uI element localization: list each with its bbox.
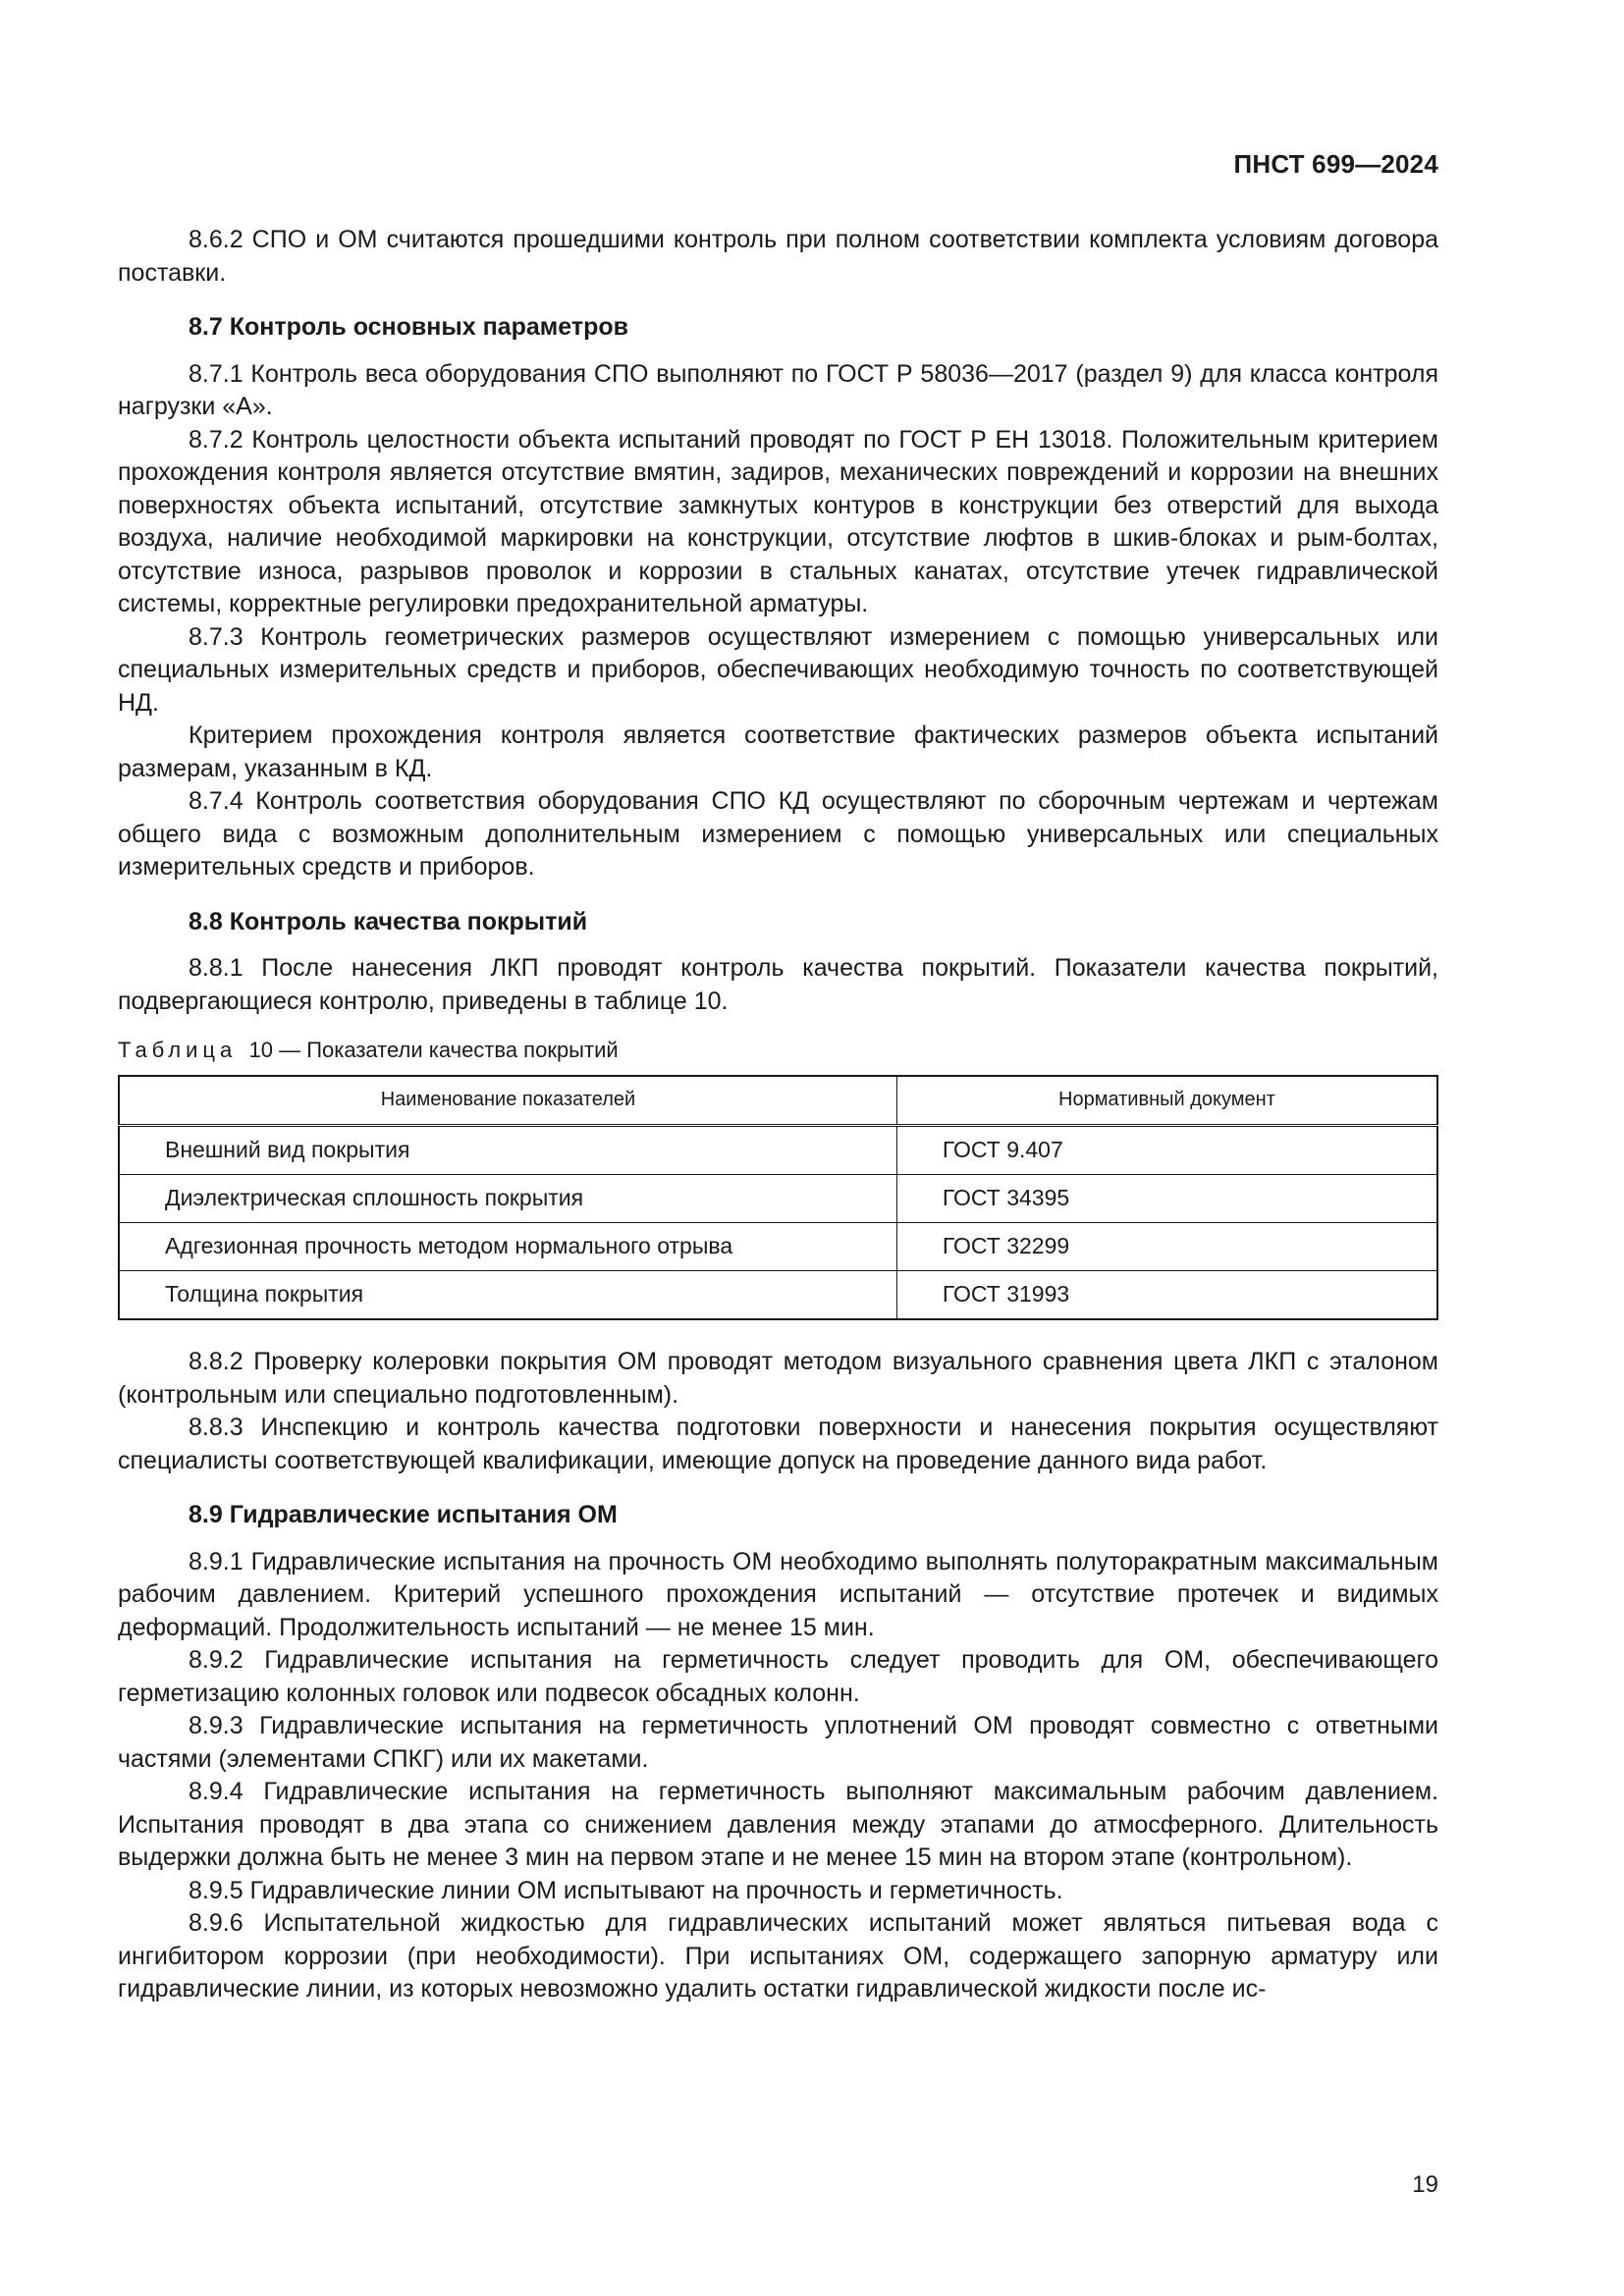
paragraph-8-8-1: 8.8.1 После нанесения ЛКП проводят контроль качества покрытий. Показатели качества покрытий, подвергающиеся контролю, приведены в таблице 10. [118,954,1438,1015]
table-cell-indicator: Внешний вид покрытия [119,1126,896,1175]
table-cell-indicator: Адгезионная прочность методом нормального отрыва [119,1223,896,1271]
table-header-standard: Нормативный документ [896,1076,1437,1126]
table-row [119,1126,1437,1175]
page-number: 19 [1412,2171,1438,2198]
table-caption [118,1036,1438,1065]
paragraph-8-9-4: 8.9.4 Гидравлические испытания на герметичность выполняют максимальным рабочим давлением. Испытания проводят в два этапа со снижением давления между этапами до атмосферного. Длительность выдержки должна быть не менее 3 мин на первом этапе и не менее 15 мин на втором этапе (контрольном). [118,1778,1438,1871]
paragraph-8-9-6: 8.9.6 Испытательной жидкостью для гидравлических испытаний может являться питьевая вода с ингибитором коррозии (при необходимости). При испытаниях ОМ, содержащего запорную арматуру или гидравлические линии, из которых невозможно удалить остатки гидравлической жидкости после ис- [118,1909,1438,2002]
paragraph-8-7-3: 8.7.3 Контроль геометрических размеров осуществляют измерением с помощью универсальных или специальных измерительных средств и приборов, обеспечивающих необходимую точность по соответствующей НД. [118,622,1438,717]
table-cell-standard: ГОСТ 9.407 [896,1126,1437,1175]
paragraph-8-7-2: 8.7.2 Контроль целостности объекта испытаний проводят по ГОСТ Р ЕН 13018. Положительным критерием прохождения контроля является отсутствие вмятин, задиров, механических повреждений и коррозии на внешних поверхностях объекта испытаний, отсутствие замкнутых контуров в конструкции без отверстий для выхода воздуха, наличие необходимой маркировки на конструкции, отсутствие люфтов в шкив-блоках и рым-болтах, отсутствие износа, разрывов проволок и коррозии в стальных канатах, отсутствие утечек гидравлической системы, корректные регулировки предохранительной арматуры. [118,425,1438,617]
table-row [119,1271,1437,1320]
paragraph-8-9-5: 8.9.5 Гидравлические линии ОМ испытывают на прочность и герметичность. [189,1876,1063,1904]
paragraph-8-7-3-criterion: Критерием прохождения контроля является соответствие фактических размеров объекта испытаний размерам, указанным в КД. [118,721,1438,782]
paragraph-8-6-2: 8.6.2 СПО и ОМ считаются прошедшими контроль при полном соответствии комплекта условиям договора поставки. [118,226,1438,287]
table-header-indicator: Наименование показателей [119,1076,896,1126]
paragraph-8-8-2: 8.8.2 Проверку колеровки покрытия ОМ проводят методом визуального сравнения цвета ЛКП с эталоном (контрольным или специально подготовленным). [118,1348,1438,1409]
paragraph-8-9-2: 8.9.2 Гидравлические испытания на герметичность следует проводить для ОМ, обеспечивающего герметизацию колонных головок или подвесок обсадных колонн. [118,1646,1438,1707]
section-heading-8-8: 8.8 Контроль качества покрытий [189,907,588,935]
document-body [118,224,1438,2006]
section-heading-8-7: 8.7 Контроль основных параметров [189,313,628,341]
paragraph-8-9-3: 8.9.3 Гидравлические испытания на герметичность уплотнений ОМ проводят совместно с ответными частями (элементами СПКГ) или их макетами. [118,1712,1438,1773]
paragraph-8-7-4: 8.7.4 Контроль соответствия оборудования СПО КД осуществляют по сборочным чертежам и чертежам общего вида с возможным дополнительным измерением с помощью универсальных или специальных измерительных средств и приборов. [118,787,1438,881]
paragraph-8-9-1: 8.9.1 Гидравлические испытания на прочность ОМ необходимо выполнять полуторакратным максимальным рабочим давлением. Критерий успешного прохождения испытаний — отсутствие протечек и видимых деформаций. Продолжительность испытаний — не менее 15 мин. [118,1547,1438,1641]
table-caption-text: 10 — Показатели качества покрытий [248,1038,619,1062]
table-row [119,1175,1437,1223]
table-row [119,1223,1437,1271]
table-cell-standard: ГОСТ 34395 [896,1175,1437,1223]
document-page [118,0,1438,2296]
table-caption-prefix: Таблица [118,1038,238,1062]
paragraph-8-7-1: 8.7.1 Контроль веса оборудования СПО выполняют по ГОСТ Р 58036—2017 (раздел 9) для класса контроля нагрузки «А». [118,359,1438,420]
document-code: ПНСТ 699—2024 [1233,149,1438,179]
coating-quality-table [118,1075,1438,1320]
table-cell-standard: ГОСТ 32299 [896,1223,1437,1271]
paragraph-8-8-3: 8.8.3 Инспекцию и контроль качества подготовки поверхности и нанесения покрытия осуществляют специалисты соответствующей квалификации, имеющие допуск на проведение данного вида работ. [118,1414,1438,1474]
table-header-row [119,1076,1437,1126]
table-cell-standard: ГОСТ 31993 [896,1271,1437,1320]
table-cell-indicator: Диэлектрическая сплошность покрытия [119,1175,896,1223]
table-cell-indicator: Толщина покрытия [119,1271,896,1320]
section-heading-8-9: 8.9 Гидравлические испытания ОМ [189,1501,618,1528]
